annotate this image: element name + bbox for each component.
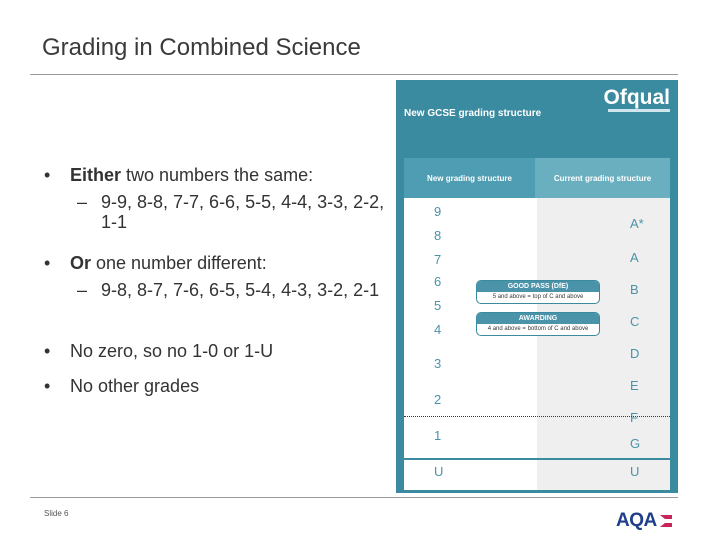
new-grade: 5: [434, 298, 442, 313]
current-grade: C: [630, 314, 640, 329]
bullet-item-either: • Either two numbers the same: – 9-9, 8-8, 7-7, 6-6, 5-5, 4-4, 3-3, 2-2, 1-1: [42, 164, 387, 232]
new-grade: 3: [434, 356, 442, 371]
slide-title: Grading in Combined Science: [42, 34, 361, 61]
bullet-sub-text: 9-9, 8-8, 7-7, 6-6, 5-5, 4-4, 3-3, 2-2, 1-1: [101, 192, 385, 232]
new-grade: 7: [434, 252, 442, 267]
aqa-logo-text: AQA: [616, 510, 657, 531]
current-grade: U: [630, 464, 640, 479]
bullet-item-no-zero: [42, 340, 273, 362]
current-grade: G: [630, 436, 641, 451]
panel-title: New GCSE grading structure: [404, 108, 542, 119]
current-grade: E: [630, 378, 639, 393]
header-current-grading: Current grading structure: [535, 158, 670, 198]
current-grade: F: [630, 410, 638, 425]
new-grade: 8: [434, 228, 442, 243]
bullet-text: one number different:: [91, 253, 267, 273]
bullet-emphasis: Or: [70, 253, 92, 273]
bullet-emphasis: Either: [70, 165, 122, 185]
good-pass-note: 5 and above = top of C and above: [492, 294, 584, 300]
bullet-text: No other grades: [70, 376, 200, 396]
ofqual-grading-panel: [396, 80, 678, 493]
ofqual-logo-underline: [608, 109, 670, 112]
new-grade: 2: [434, 392, 442, 407]
new-grade: 6: [434, 274, 442, 289]
bullet-sub-text: 9-8, 8-7, 7-6, 6-5, 5-4, 4-3, 3-2, 2-1: [101, 280, 380, 300]
u-grade-separator: [404, 458, 670, 460]
current-grade: A: [630, 250, 639, 265]
threshold-divider: [404, 416, 670, 417]
bullet-text: two numbers the same:: [121, 165, 314, 185]
awarding-note: 4 and above = bottom of C and above: [487, 326, 589, 332]
ofqual-logo: Ofqual: [603, 86, 670, 109]
grading-table: [404, 158, 670, 490]
new-grade: 1: [434, 428, 442, 443]
current-grades-column: [537, 198, 670, 490]
good-pass-label: GOOD PASS (DfE): [477, 281, 599, 292]
new-grade: 4: [434, 322, 442, 337]
aqa-logo: [616, 510, 673, 532]
table-header: [404, 158, 670, 198]
header-new-grading: New grading structure: [404, 158, 535, 198]
footer-divider: [30, 497, 678, 498]
current-grade: B: [630, 282, 639, 297]
new-grade: 9: [434, 204, 442, 219]
current-grade: A*: [630, 216, 644, 231]
new-grade: U: [434, 464, 444, 479]
new-grades-column: [404, 198, 535, 490]
title-divider: [30, 74, 678, 75]
aqa-mark-icon: [659, 514, 673, 528]
bullet-item-no-other: [42, 375, 199, 397]
awarding-callout: [476, 312, 600, 336]
bullet-text: No zero, so no 1-0 or 1-U: [70, 341, 274, 361]
current-grade: D: [630, 346, 640, 361]
awarding-label: AWARDING: [477, 313, 599, 324]
slide-number: Slide 6: [44, 509, 69, 518]
bullet-item-or: • Or one number different: – 9-8, 8-7, 7-6, 6-5, 5-4, 4-3, 3-2, 2-1: [42, 252, 379, 300]
good-pass-callout: [476, 280, 600, 304]
